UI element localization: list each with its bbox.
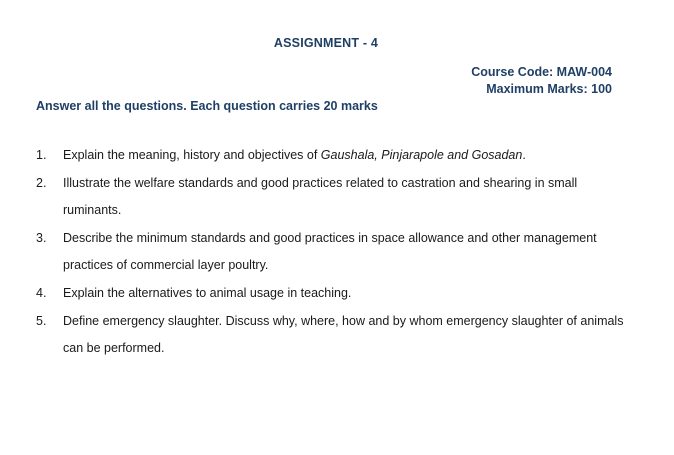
question-list: [36, 142, 626, 363]
question-text: Define emergency slaughter. Discuss why, where, how and by whom emergency slaughter of animals can be performed.: [63, 314, 624, 355]
question-item: [36, 170, 626, 224]
question-number: 1.: [36, 148, 47, 162]
question-text-part: .: [522, 148, 526, 162]
question-text: Explain the alternatives to animal usage in teaching.: [63, 286, 352, 300]
assignment-title: ASSIGNMENT - 4: [273, 36, 379, 50]
question-item: [36, 225, 626, 279]
question-item: [36, 142, 626, 169]
question-number: 4.: [36, 286, 47, 300]
question-text-part: Explain the meaning, history and objectives of: [63, 148, 321, 162]
question-number: 2.: [36, 176, 47, 190]
question-item: [36, 308, 626, 362]
question-text: [63, 142, 626, 169]
question-text: Describe the minimum standards and good practices in space allowance and other management practices of commercial layer poultry.: [63, 231, 597, 272]
question-number: 5.: [36, 314, 47, 328]
course-meta: [471, 64, 612, 98]
question-text: Illustrate the welfare standards and good practices related to castration and shearing in small ruminants.: [63, 176, 578, 217]
maximum-marks: Maximum Marks: 100: [486, 82, 612, 96]
course-code: Course Code: MAW-004: [471, 65, 612, 79]
question-item: [36, 280, 626, 307]
question-text-italic: Gaushala, Pinjarapole and Gosadan: [320, 148, 523, 162]
question-number: 3.: [36, 231, 47, 245]
instructions: Answer all the questions. Each question carries 20 marks: [36, 99, 378, 113]
